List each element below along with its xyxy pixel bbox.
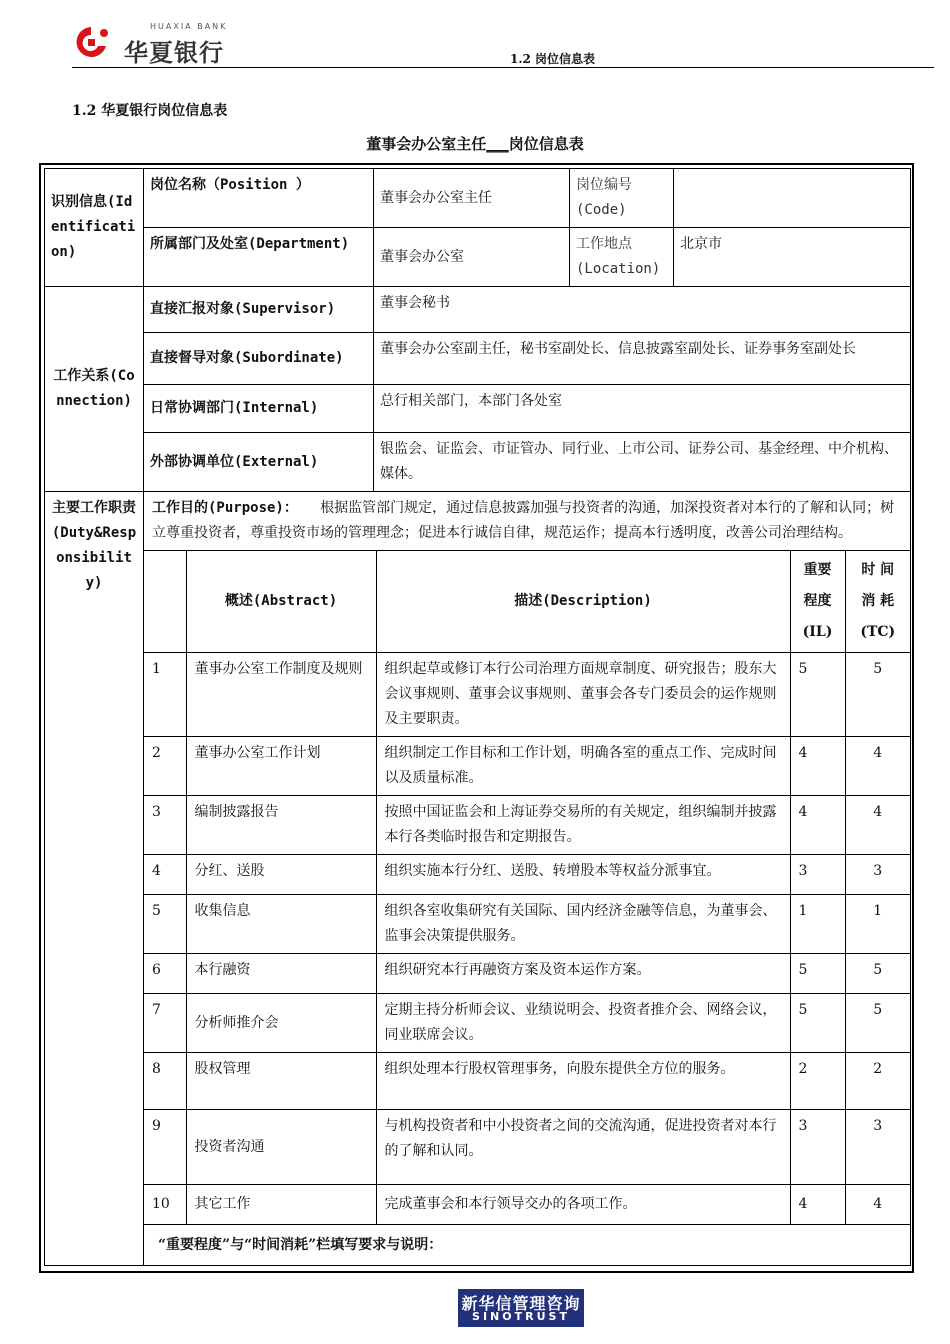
item-abstract: 本行融资 [186, 954, 376, 994]
subordinate-value: 董事会办公室副主任，秘书室副处长、信息披露室副处长、证券事务室副处长 [374, 333, 911, 385]
item-description: 组织研究本行再融资方案及资本运作方案。 [376, 954, 790, 994]
header-title: 1.2 岗位信息表 [510, 52, 596, 66]
table-row [144, 1185, 910, 1225]
sinotrust-logo [458, 1289, 584, 1327]
item-tc: 4 [845, 737, 910, 796]
logo-english: HUAXIA BANK [150, 22, 228, 31]
location-value: 北京市 [674, 228, 911, 287]
table-row [144, 737, 910, 796]
header-divider [72, 67, 934, 68]
purpose-block [144, 492, 910, 550]
item-description: 与机构投资者和中小投资者之间的交流沟通，促进投资者对本行的了解和认同。 [376, 1110, 790, 1185]
item-abstract: 其它工作 [186, 1185, 376, 1225]
item-abstract: 编制披露报告 [186, 796, 376, 855]
table-row [144, 653, 910, 737]
item-tc: 3 [845, 1110, 910, 1185]
item-no: 8 [144, 1053, 186, 1110]
page-header [0, 0, 950, 80]
duty-content [144, 492, 911, 1266]
code-label: 岗位编号(Code) [570, 169, 674, 228]
item-abstract: 董事办公室工作制度及规则 [186, 653, 376, 737]
abstract-header: 概述(Abstract) [186, 551, 376, 653]
location-label: 工作地点(Location) [570, 228, 674, 287]
item-abstract: 收集信息 [186, 895, 376, 954]
department-label: 所属部门及处室(Department) [144, 228, 374, 287]
item-tc: 5 [845, 653, 910, 737]
item-il: 2 [790, 1053, 845, 1110]
section-title: 1.2 华夏银行岗位信息表 [72, 103, 228, 119]
table-row [144, 895, 910, 954]
item-il: 5 [790, 954, 845, 994]
item-tc: 4 [845, 796, 910, 855]
item-il: 4 [790, 796, 845, 855]
item-no: 10 [144, 1185, 186, 1225]
item-no: 7 [144, 994, 186, 1053]
item-description: 组织各室收集研究有关国际、国内经济金融等信息，为董事会、监事会决策提供服务。 [376, 895, 790, 954]
logo-chinese: 华夏银行 [124, 39, 224, 67]
item-il: 3 [790, 1110, 845, 1185]
item-description: 组织实施本行分红、送股、转增股本等权益分派事宜。 [376, 855, 790, 895]
item-il: 4 [790, 737, 845, 796]
item-abstract: 投资者沟通 [186, 1110, 376, 1185]
item-description: 组织起草或修订本行公司治理方面规章制度、研究报告；股东大会议事规则、董事会议事规则、董事会各专门委员会的运作规则及主要职责。 [376, 653, 790, 737]
item-description: 完成董事会和本行领导交办的各项工作。 [376, 1185, 790, 1225]
item-no: 1 [144, 653, 186, 737]
item-abstract: 分析师推介会 [186, 994, 376, 1053]
code-value [674, 169, 911, 228]
department-value: 董事会办公室 [374, 228, 570, 287]
item-no: 4 [144, 855, 186, 895]
supervisor-label: 直接汇报对象(Supervisor) [144, 287, 374, 333]
item-il: 1 [790, 895, 845, 954]
item-description: 定期主持分析师会议、业绩说明会、投资者推介会、网络会议，同业联席会议。 [376, 994, 790, 1053]
item-il: 4 [790, 1185, 845, 1225]
description-header: 描述(Description) [376, 551, 790, 653]
item-il: 5 [790, 653, 845, 737]
item-tc: 5 [845, 954, 910, 994]
item-description: 按照中国证监会和上海证券交易所的有关规定，组织编制并披露本行各类临时报告和定期报告。 [376, 796, 790, 855]
supervisor-value: 董事会秘书 [374, 287, 911, 333]
connection-group-label: 工作关系(Connection) [45, 287, 144, 492]
ident-group-label: 识别信息(Identification) [45, 169, 144, 287]
item-abstract: 董事办公室工作计划 [186, 737, 376, 796]
item-tc: 5 [845, 994, 910, 1053]
item-no: 3 [144, 796, 186, 855]
tc-header: 时 间 消 耗 (TC) [845, 551, 910, 653]
subordinate-label: 直接督导对象(Subordinate) [144, 333, 374, 385]
item-tc: 1 [845, 895, 910, 954]
il-header: 重要程度(IL) [790, 551, 845, 653]
internal-value: 总行相关部门，本部门各处室 [374, 385, 911, 433]
item-abstract: 股权管理 [186, 1053, 376, 1110]
table-row [144, 1053, 910, 1110]
table-row [144, 1110, 910, 1185]
item-no: 5 [144, 895, 186, 954]
job-info-table [39, 163, 914, 1273]
item-abstract: 分红、送股 [186, 855, 376, 895]
item-no: 2 [144, 737, 186, 796]
item-description: 组织制定工作目标和工作计划，明确各室的重点工作、完成时间以及质量标准。 [376, 737, 790, 796]
table-row [144, 954, 910, 994]
external-value: 银监会、证监会、市证管办、同行业、上市公司、证券公司、基金经理、中介机构、媒体。 [374, 433, 911, 492]
item-no: 6 [144, 954, 186, 994]
table-row [144, 796, 910, 855]
internal-label: 日常协调部门(Internal) [144, 385, 374, 433]
item-tc: 2 [845, 1053, 910, 1110]
item-no: 9 [144, 1110, 186, 1185]
position-value: 董事会办公室主任 [374, 169, 570, 228]
duty-group-label: 主要工作职责(Duty&Responsibility) [45, 492, 144, 1266]
huaxia-bank-logo-icon [70, 24, 112, 60]
external-label: 外部协调单位(External) [144, 433, 374, 492]
footer-logo-english: SINOTRUST [472, 1310, 570, 1323]
item-tc: 3 [845, 855, 910, 895]
item-il: 3 [790, 855, 845, 895]
footer-logo-chinese: 新华信管理咨询 [461, 1294, 581, 1313]
purpose-label: 工作目的(Purpose)： [152, 500, 298, 516]
duty-table [144, 550, 910, 1225]
position-label: 岗位名称（Position ） [144, 169, 374, 228]
item-description: 组织处理本行股权管理事务，向股东提供全方位的服务。 [376, 1053, 790, 1110]
purpose-text: 根据监管部门规定，通过信息披露加强与投资者的沟通，加深投资者对本行的了解和认同；树立尊重投资者，尊重投资市场的管理理念；促进本行诚信自律，规范运作；提高本行透明度，改善公司治理结构。 [152, 500, 895, 541]
fill-in-note: “重要程度”与“时间消耗”栏填写要求与说明： [158, 1237, 443, 1253]
document-title: 董事会办公室主任___岗位信息表 [366, 135, 584, 153]
item-il: 5 [790, 994, 845, 1053]
table-row [144, 994, 910, 1053]
table-row [144, 855, 910, 895]
duty-header-row [144, 551, 910, 653]
item-tc: 4 [845, 1185, 910, 1225]
